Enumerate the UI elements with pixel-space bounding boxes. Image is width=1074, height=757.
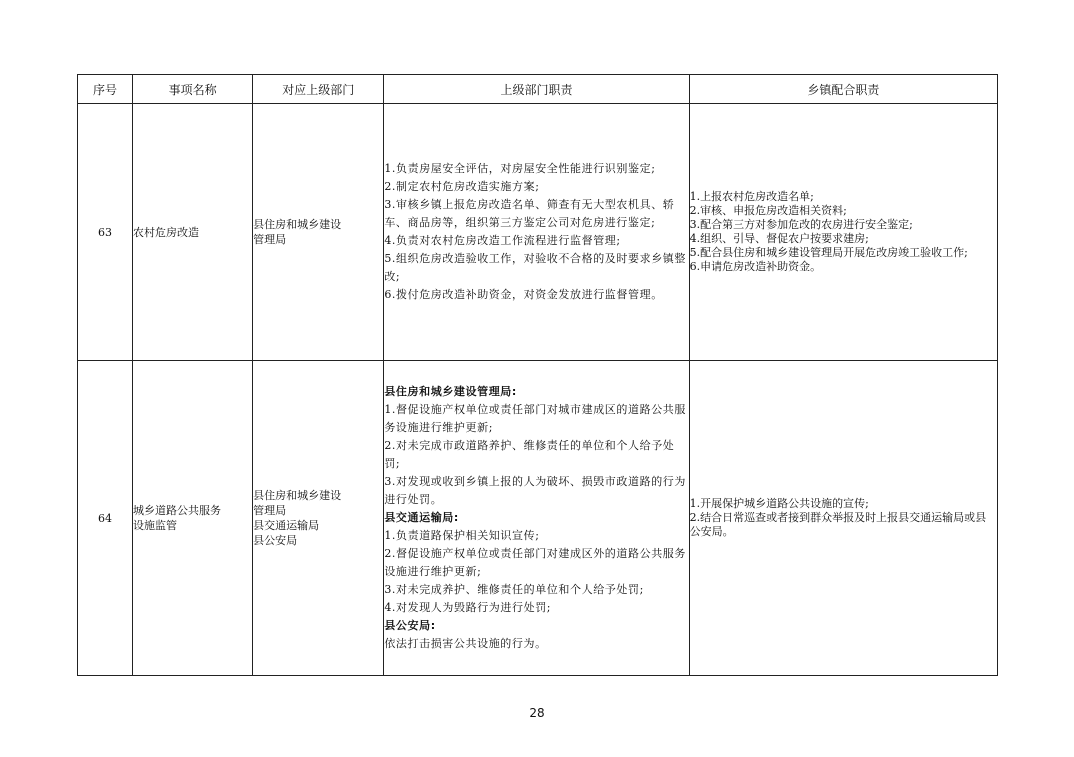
item-name — [133, 104, 253, 361]
upper-duties — [384, 104, 689, 361]
header-cell-dept: 对应上级部门 — [253, 75, 384, 104]
duty-item: 4.负责对农村危房改造工作流程进行监督管理; — [384, 234, 621, 247]
header-cell-upper: 上级部门职责 — [384, 75, 689, 104]
department-heading: 县住房和城乡建设管理局: — [384, 385, 517, 398]
cell-line: 6.申请危房改造补助资金。 — [689, 260, 822, 273]
duty-item: 3.对发现或收到乡镇上报的人为破坏、损毁市政道路的行为进行处罚。 — [384, 475, 687, 506]
department — [253, 104, 384, 361]
duty-item: 3.对未完成养护、维修责任的单位和个人给予处罚; — [384, 583, 644, 596]
duty-item: 5.组织危房改造验收工作，对验收不合格的及时要求乡镇整改; — [384, 252, 687, 283]
department — [253, 361, 384, 676]
upper-duties — [384, 361, 689, 676]
cell-line: 5.配合县住房和城乡建设管理局开展危改房竣工验收工作; — [689, 246, 968, 259]
cell-line: 农村危房改造 — [133, 225, 200, 239]
duty-item: 4.对发现人为毁路行为进行处罚; — [384, 601, 552, 614]
department-heading: 县公安局: — [384, 619, 436, 632]
cell-line: 2.结合日常巡查或者接到群众举报及时上报县交通运输局或县公安局。 — [689, 511, 987, 538]
cell-line: 1.上报农村危房改造名单; — [689, 190, 814, 203]
cell-line: 3.配合第三方对参加危改的农房进行安全鉴定; — [689, 218, 913, 231]
duty-item: 2.制定农村危房改造实施方案; — [384, 180, 540, 193]
duty-item: 1.督促设施产权单位或责任部门对城市建成区的道路公共服务设施进行维护更新; — [384, 403, 687, 434]
table-row — [78, 104, 998, 361]
table-row — [78, 361, 998, 676]
department-heading: 县交通运输局: — [384, 511, 459, 524]
cell-line: 1.开展保护城乡道路公共设施的宣传; — [689, 497, 869, 510]
town-duties — [689, 104, 997, 361]
duty-item: 6.拨付危房改造补助资金，对资金发放进行监督管理。 — [384, 288, 663, 301]
row-number: 64 — [78, 361, 133, 676]
duty-item: 1.负责房屋安全评估，对房屋安全性能进行识别鉴定; — [384, 162, 656, 175]
cell-line: 县住房和城乡建设 — [253, 489, 342, 502]
town-duties — [689, 361, 997, 676]
header-cell-town: 乡镇配合职责 — [689, 75, 997, 104]
cell-line: 设施监管 — [133, 519, 178, 532]
duty-item: 依法打击损害公共设施的行为。 — [384, 637, 547, 650]
row-number: 63 — [78, 104, 133, 361]
item-name — [133, 361, 253, 676]
cell-line: 县交通运输局 — [253, 519, 320, 532]
cell-line: 管理局 — [253, 504, 287, 517]
cell-line: 县住房和城乡建设 — [253, 218, 342, 231]
cell-line: 4.组织、引导、督促农户按要求建房; — [689, 232, 869, 245]
duty-item: 2.对未完成市政道路养护、维修责任的单位和个人给予处罚; — [384, 439, 675, 470]
header-cell-no: 序号 — [78, 75, 133, 104]
duty-item: 2.督促设施产权单位或责任部门对建成区外的道路公共服务设施进行维护更新; — [384, 547, 687, 578]
page-number: 28 — [529, 706, 545, 720]
header-cell-name: 事项名称 — [133, 75, 253, 104]
duty-item: 1.负责道路保护相关知识宣传; — [384, 529, 540, 542]
cell-line: 城乡道路公共服务 — [133, 504, 222, 517]
cell-line: 2.审核、申报危房改造相关资料; — [689, 204, 847, 217]
cell-line: 管理局 — [253, 233, 287, 246]
responsibility-table — [77, 74, 998, 676]
cell-line: 县公安局 — [253, 534, 298, 547]
duty-item: 3.审核乡镇上报危房改造名单、筛查有无大型农机具、轿车、商品房等，组织第三方鉴定公司对危房进行鉴定; — [384, 198, 675, 229]
table-header-row — [78, 75, 998, 104]
